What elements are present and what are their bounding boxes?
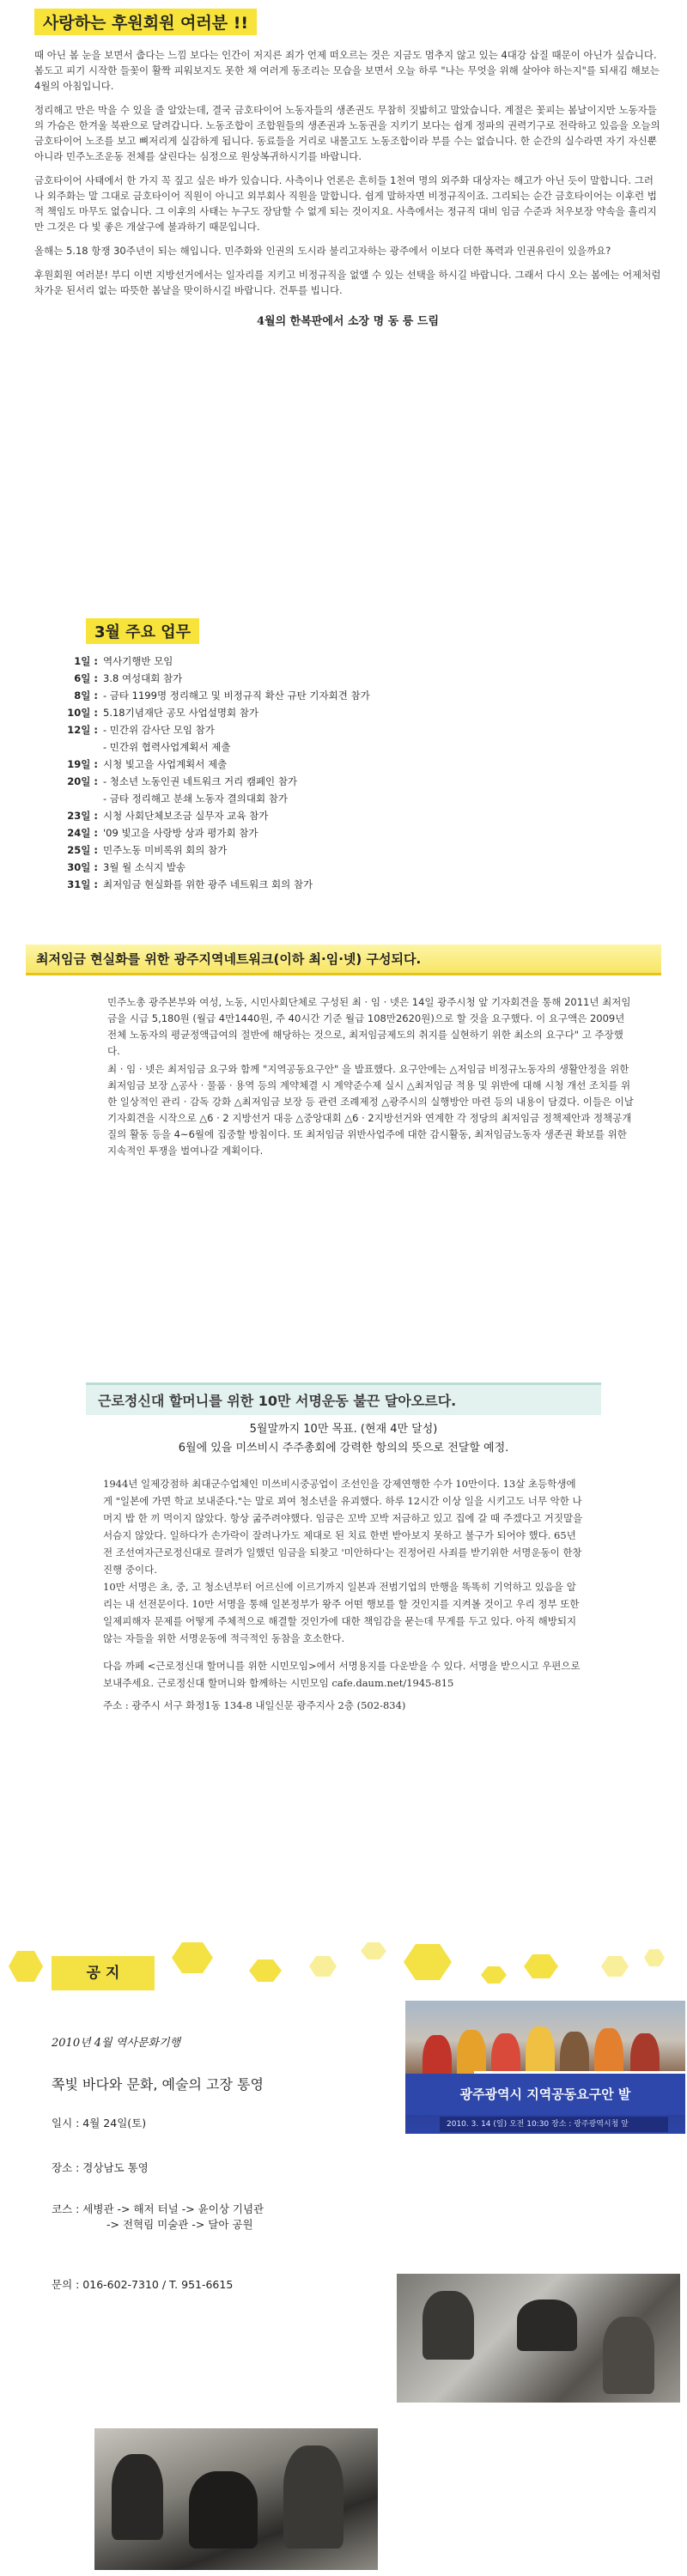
petition-body <box>103 1475 584 1714</box>
decor-hexagon <box>601 1956 629 1977</box>
letter-paragraph: 올해는 5.18 항쟁 30주년이 되는 해입니다. 민주화와 인권의 도시라 불리고자하는 광주에서 이보다 더한 폭력과 인권유린이 있을까요? <box>34 245 611 257</box>
schedule-list <box>52 653 653 893</box>
rally-banner: 광주광역시 지역공동요구안 발 <box>405 2074 685 2115</box>
rally-caption: 2010. 3. 14 (일) 오전 10:30 장소 : 광주광역시청 앞 <box>440 2117 668 2132</box>
event-date: 일시 : 4월 24일(토) <box>52 2117 147 2129</box>
schedule-item: 25일 : 민주노동 미비록위 회의 참가 <box>67 844 228 856</box>
decor-hexagon <box>404 1944 452 1980</box>
decor-hexagon <box>644 1949 665 1966</box>
decor-hexagon <box>481 1966 507 1984</box>
petition-subtitle-2: 6월에 있을 미쓰비시 주주총회에 강력한 항의의 뜻으로 전달할 예정. <box>178 1442 509 1455</box>
schedule-item: - 금타 정리해고 분쇄 노동자 결의대회 참가 <box>103 793 288 805</box>
letter-section <box>34 9 661 328</box>
decor-hexagon <box>249 1959 282 1982</box>
decor-hexagon <box>361 1942 386 1959</box>
min-wage-body <box>107 994 635 1159</box>
min-wage-title: 최저임금 현실화를 위한 광주지역네트워크(이하 최·임·넷) 구성되다. <box>26 945 661 975</box>
schedule-item: 20일 : - 청소년 노동인권 네트워크 거리 캠페인 참가 <box>67 775 298 787</box>
event-course-line-2: -> 전혁림 미술관 -> 달아 공원 <box>106 2218 253 2231</box>
event-course-line-1: 코스 : 세병관 -> 해저 터널 -> 윤이상 기념관 <box>52 2202 264 2215</box>
march-schedule-section <box>52 618 653 893</box>
notice-title: 공 지 <box>52 1956 155 1990</box>
letter-title: 사랑하는 후원회원 여러분 !! <box>34 9 257 35</box>
march-title: 3월 주요 업무 <box>86 618 199 644</box>
schedule-item: 6일 : 3.8 여성대회 참가 <box>74 672 183 684</box>
min-wage-paragraph: 최 · 임 · 넷은 최저임금 요구와 함께 "지역공동요구안" 을 발표했다. 요구안에는 △저임금 비정규노동자의 생활안정을 위한 최저임금 보장 △공사 · 물품 · 용역 등의 계약체결 시 계약준수제 실시 △최저임금 적용 및 위반에 대해 시청 개선 조치를 위한 일상적인 관리 · 감독 강화 △최저임금 보장 등 관련 조례제정 △광주시의 실행방안 마련 등의 내용이 담겼다. 이들은 이날 기자회견을 시작으로 △6 · 2 지방선거 대응 △중앙대회 △6 · 2지방선거와 연계한 각 정당의 최저임금 정책제안과 정책공개질의 활동 등을 4~6월에 집중할 방침이다. 또 최저임금 위반사업주에 대한 감시활동, 최저임금노동자 생존권 확보를 위한 지속적인 투쟁을 벌여나갈 계획이다. <box>107 1063 634 1157</box>
petition-paragraph: 1944년 일제강점하 최대군수업체인 미쓰비시중공업이 조선인을 강제연행한 수가 10만이다. 13살 초등학생에게 "일본에 가면 학교 보내준다."는 말로 꾀여 청소년을 유괴했다. 하루 12시간 이상 일을 시키고도 너무 악한 나머지 밥 한 끼 먹이지 않았다. 항상 굶주려야했다. 임금은 꼬박 꼬박 저금하고 있고 집에 갈 때 주겠다고 거짓말을 서슴지 않았다. 일하다가 손가락이 잘려나가도 제대로 된 치료 한번 받아보지 못하고 불구가 되어야 했다. 65년 전 조선여자근로정신대로 끌려가 일했던 임금을 되찾고 '미안하다'는 진정어린 사죄를 받기위한 서명운동이 한창 진행 중이다. <box>103 1478 583 1576</box>
schedule-item: - 민간위 협력사업계획서 제출 <box>103 741 231 753</box>
letter-body <box>34 47 661 298</box>
event-info <box>52 2033 395 2293</box>
letter-paragraph: 금호타이어 사태에서 한 가지 꼭 짚고 싶은 바가 있습니다. 사측이나 언론은 흔히들 1천여 명의 외주화 대상자는 해고가 아닌 듯이 말합니다. 그러나 외주화는 말 그대로 금호타이어 직원이 아니고 외부회사 직원을 말합니다. 쉽게 말하자면 비정규직이죠. 그리되는 순간 금호타이어는 이후런 법적 책임도 마무도 없습니다. 그 이후의 사태는 누구도 장담할 수 없게 되는 것이지요. 사측에서는 정규직 대비 임금 수준과 처우보장 약속을 흘리지만 그것은 다 빛 좋은 개살구에 불과하기 때문입니다. <box>34 174 657 233</box>
min-wage-section <box>26 945 661 1159</box>
petition-address: 주소 : 광주시 서구 화정1동 134-8 내일신문 광주지사 2층 (502-834) <box>103 1699 406 1711</box>
letter-paragraph: 정리해고 만은 막을 수 있을 줄 알았는데, 결국 금호타이어 노동자들의 생존권도 무참히 짓밟히고 말았습니다. 계절은 꽃피는 봄날이지만 노동자들의 가슴은 한겨울 북판으로 달려갑니다. 노동조합이 조합원들의 생존권과 노동권을 지키기 보다는 쉽게 정파의 권력기구로 전락하고 있음을 오늘의 금호타이어 노조를 보고 뼈저리게 실감하게 됩니다. 동료들을 거리로 내몰고도 노동조합이라 부를 수는 없습니다. 한 순간의 실수라면 자기 자신뿐 아니라 민주노조운동 전체를 살린다는 심정으로 원상복귀하시기를 바랍니다. <box>34 104 660 162</box>
letter-paragraph: 때 아닌 봄 눈을 보면서 춥다는 느낌 보다는 인간이 저지른 죄가 언제 떠오르는 것은 지금도 멈추지 않고 있는 4대강 삽질 때문이 아닌가 싶습니다. 봄도고 피기 시작한 들꽃이 활짝 피워보지도 못한 채 여러게 동조리는 모습을 보면서 오늘 하루 "나는 무엇을 위해 살아야 하는지"를 되새김 해보는 4월의 아침입니다. <box>34 49 660 92</box>
letter-paragraph: 후원회원 여러분! 부디 이번 지방선거에서는 일자리를 지키고 비정규직을 없앨 수 있는 선택을 하시길 바랍니다. 그래서 다시 오는 봄에는 어제처럼 차가운 된서리 없는 따뜻한 봄날을 맞이하시길 바랍니다. 건투를 빕니다. <box>34 269 661 296</box>
petition-section <box>86 1382 601 1714</box>
petition-paragraph: 다음 까페 <근로정신대 할머니를 위한 시민모임>에서 서명용지를 다운받을 수 있다. 서명을 받으시고 우편으로 보내주세요. 근로정신대 할머니와 함께하는 시민모임 cafe.daum.net/1945-815 <box>103 1660 581 1689</box>
event-title: 쪽빛 바다와 문화, 예술의 고장 통영 <box>52 2076 264 2093</box>
schedule-item: 8일 : - 금타 1199명 정리해고 및 비정규직 확산 규탄 기자회견 참가 <box>74 690 370 702</box>
rally-photo <box>405 2001 685 2134</box>
schedule-item: 19일 : 시청 빛고을 사업계획서 제출 <box>67 758 228 770</box>
petition-paragraph: 10만 서명은 초, 중, 고 청소년부터 어르신에 이르기까지 일본과 전범기업의 만행을 똑똑히 기억하고 있음을 알리는 내 선전문이다. 10만 서명을 통해 일본정부가 왕주 어떤 행보를 할 것인지를 지켜볼 것이고 우리 정부 또한 일제피해자 문제를 어떻게 주체적으로 해결할 것인가에 대한 책임감을 묻는데 무게를 두고 있다. 아직 해방되지 않는 자들을 위한 서명운동에 적극적인 동참을 호소한다. <box>103 1581 580 1644</box>
notice-section <box>0 1932 687 2576</box>
decor-hexagon <box>524 1954 558 1978</box>
event-course <box>52 2202 395 2233</box>
schedule-item: 30일 : 3월 월 소식지 발송 <box>67 861 186 873</box>
schedule-item: 12일 : - 민간위 감사단 모임 참가 <box>67 724 215 736</box>
event-contact: 문의 : 016-602-7310 / T. 951-6615 <box>52 2278 234 2291</box>
schedule-item: 1일 : 역사기행반 모임 <box>74 655 173 667</box>
min-wage-paragraph: 민주노총 광주본부와 여성, 노동, 시민사회단체로 구성된 최 · 임 · 넷은 14일 광주시청 앞 기자회견을 통해 2011년 최저임금을 시급 5,180원 (월급 4만1440원, 주 40시간 기준 월급 108만2620원)으로 할 것을 요구했다. 이 요구액은 2009년 전체 노동자의 평균정액급여의 절반에 해당하는 것으로, 최저임금제도의 취지를 실현하기 위한 최소의 요구다" 고 주장했다. <box>107 996 631 1057</box>
signing-photo <box>397 2274 680 2403</box>
event-year-month: 2010년 4월 역사문화기행 <box>52 2037 181 2050</box>
schedule-item: 10일 : 5.18기념재단 공모 사업설명회 참가 <box>67 707 258 719</box>
petition-title: 근로정신대 할머니를 위한 10만 서명운동 불끈 달아오르다. <box>86 1382 601 1415</box>
schedule-item: 24일 : '09 빛고을 사랑방 상과 평가회 참가 <box>67 827 258 839</box>
decor-hexagon <box>172 1942 213 1973</box>
schedule-item: 31일 : 최저임금 현실화를 위한 광주 네트워크 회의 참가 <box>67 878 313 890</box>
event-place: 장소 : 경상남도 통영 <box>52 2161 149 2174</box>
decor-hexagon <box>309 1956 337 1977</box>
decor-hexagon <box>9 1951 43 1982</box>
petition-subtitle-1: 5월말까지 10만 목표. (현재 4만 달성) <box>249 1423 438 1436</box>
letter-signature: 4월의 한복판에서 소장 명 동 릉 드림 <box>256 315 439 328</box>
students-photo <box>94 2428 378 2570</box>
schedule-item: 23일 : 시청 사회단체보조금 실무자 교육 참가 <box>67 810 269 822</box>
